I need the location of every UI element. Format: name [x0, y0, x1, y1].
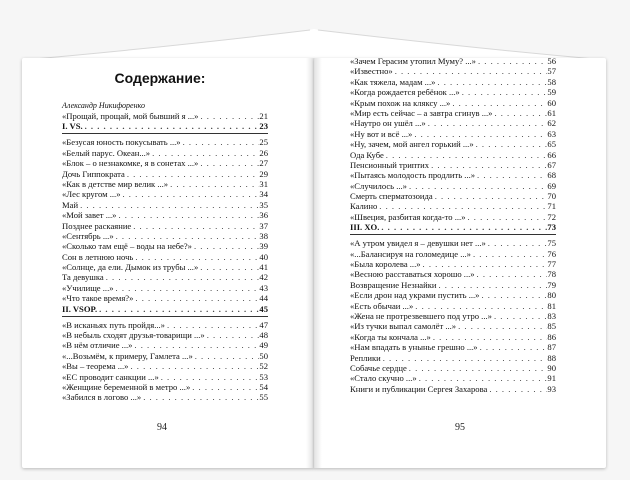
toc-entry-title: «Нам впадать в унынье грешно ...» [350, 342, 478, 353]
toc-entry [62, 200, 268, 210]
toc-entry-page: 42 [259, 272, 268, 283]
toc-entry-page: 66 [547, 149, 556, 160]
toc-section-heading [62, 121, 268, 132]
toc-entry-page: 59 [547, 87, 556, 98]
toc-entry-title: II. VSOP. [62, 303, 98, 314]
dot-leader [97, 304, 259, 315]
toc-entry [62, 330, 268, 340]
dot-leader [377, 201, 547, 211]
toc-entry-page: 60 [547, 97, 556, 108]
toc-entry-title: «ЕС проводит санкции ...» [62, 371, 159, 382]
toc-entry-page: 80 [547, 290, 556, 301]
toc-entry [62, 372, 268, 382]
toc-entry [62, 210, 268, 220]
toc-entry-page: 53 [259, 371, 268, 382]
toc-entry-page: 91 [547, 373, 556, 384]
toc-entry-title: «Ну, зачем, мой ангел горький ...» [350, 139, 474, 150]
toc-entry-title: Калино [350, 201, 378, 212]
dot-leader [114, 283, 260, 293]
toc-entry-page: 43 [259, 282, 268, 293]
toc-entry [350, 311, 556, 321]
toc-entry-title: «Наутро он ушёл ...» [350, 118, 426, 129]
toc-entry-page: 40 [259, 251, 268, 262]
toc-entry [62, 158, 268, 168]
toc-entry [350, 301, 556, 311]
toc-entry-page: 73 [547, 222, 556, 233]
toc-entry-page: 85 [547, 321, 556, 332]
toc-entry-page: 31 [259, 178, 268, 189]
dot-leader [114, 231, 260, 241]
dot-leader [476, 56, 547, 66]
toc-entry-page: 77 [547, 259, 556, 270]
toc-entry-title: «Весною расставаться хорошо ...» [350, 269, 475, 280]
toc-entry [62, 148, 268, 158]
toc-entry [350, 191, 556, 201]
toc-entry-page: 45 [259, 303, 268, 314]
toc-entry-title: «Швеция, разбитая когда-то ...» [350, 211, 466, 222]
toc-entry-title: Книги и публикации Сергея Захарова [350, 383, 488, 394]
toc-entry-page: 21 [259, 111, 268, 121]
toc-entry-title: «Зачем Герасим утопил Муму? ...» [350, 56, 476, 66]
toc-entry [350, 384, 556, 394]
toc-entry [350, 249, 556, 259]
dot-leader [429, 160, 547, 170]
toc-entry [350, 170, 556, 180]
toc-entry-title: Ода Кубе [350, 149, 384, 160]
dot-leader [198, 111, 259, 121]
toc-entry-page: 44 [259, 293, 268, 304]
toc-entry-page: 47 [259, 319, 268, 330]
toc-entry [350, 118, 556, 128]
dot-leader [479, 290, 547, 300]
toc-entry-page: 27 [259, 158, 268, 169]
toc-entry-title: «Стало скучно ...» [350, 373, 417, 384]
dot-leader [412, 129, 547, 139]
toc-entry-title: Реплики [350, 352, 381, 363]
toc-entry [62, 111, 268, 121]
toc-entry-title: Собачье сердце [350, 362, 407, 373]
toc-entry [62, 241, 268, 251]
dot-leader [192, 241, 259, 251]
toc-entry-title: Сон в летнюю ночь [62, 251, 134, 262]
toc-left-column [62, 86, 268, 403]
toc-entry-title: «В исканьях путь пройдя...» [62, 319, 165, 330]
toc-entry [62, 272, 268, 282]
toc-entry [350, 212, 556, 222]
dot-leader [393, 66, 548, 76]
toc-section-heading [350, 222, 556, 233]
dot-leader [133, 293, 259, 303]
toc-entry-page: 75 [547, 238, 556, 249]
toc-entry-title: «Известно» [350, 66, 393, 77]
toc-entry-title: «Случилось ...» [350, 180, 407, 191]
toc-list-left [62, 111, 268, 403]
toc-list-right [350, 56, 556, 394]
toc-entry-title: «Как тяжела, мадам ...» [350, 76, 436, 87]
dot-leader [421, 259, 548, 269]
toc-entry [350, 66, 556, 76]
toc-entry [62, 361, 268, 371]
toc-entry-title: «Когда ты кончала ...» [350, 331, 431, 342]
dot-leader [492, 311, 547, 321]
toc-entry [62, 189, 268, 199]
toc-entry-title: III. XO. [350, 222, 380, 233]
dot-leader [407, 181, 547, 191]
dot-leader [193, 351, 260, 361]
toc-entry-page: 38 [259, 230, 268, 241]
toc-entry-page: 34 [259, 189, 268, 200]
toc-entry-page: 72 [547, 211, 556, 222]
toc-entry-title: «Из тучки выпал самолёт ...» [350, 321, 457, 332]
toc-entry [350, 259, 556, 269]
toc-entry-page: 70 [547, 191, 556, 202]
dot-leader [141, 392, 259, 402]
toc-entry-page: 55 [259, 392, 268, 403]
dot-leader [426, 118, 548, 128]
toc-entry-page: 35 [259, 199, 268, 210]
toc-entry-title: «В небыль сходят друзья-товарищи ...» [62, 330, 205, 341]
dot-leader [83, 121, 260, 132]
toc-entry-title: «Забился в логово ...» [62, 392, 142, 403]
toc-entry-page: 54 [259, 381, 268, 392]
toc-entry [62, 340, 268, 350]
toc-entry-title: Май [62, 199, 79, 210]
toc-entry-title: «Если дрон над укрaми пустить ...» [350, 290, 480, 301]
dot-leader [456, 321, 547, 331]
toc-entry-page: 36 [259, 210, 268, 221]
dot-leader [150, 148, 259, 158]
dot-leader [78, 200, 259, 210]
dot-leader [450, 98, 547, 108]
toc-entry-title: «Крым похож на кляксу ...» [350, 97, 451, 108]
toc-entry-page: 69 [547, 180, 556, 191]
toc-entry-title: Смерть сперматозоида [350, 191, 433, 202]
toc-entry-page: 50 [259, 350, 268, 361]
toc-entry [62, 382, 268, 392]
toc-entry [350, 373, 556, 383]
toc-entry-title: «Мой завет ...» [62, 210, 117, 221]
section-rule [62, 316, 268, 317]
dot-leader [205, 330, 260, 340]
toc-entry-title: «А утром увидел я – девушки нет ...» [350, 238, 486, 249]
page-number-left: 94 [157, 422, 167, 433]
toc-entry-title: «В нём отличие ...» [62, 340, 133, 351]
dot-leader [131, 221, 259, 231]
toc-entry-title: «Вы – теорема ...» [62, 361, 129, 372]
dot-leader [133, 252, 259, 262]
toc-section-heading [62, 304, 268, 315]
toc-entry-page: 90 [547, 362, 556, 373]
dot-leader [104, 272, 260, 282]
dot-leader [121, 189, 260, 199]
toc-entry-title: «Училище ...» [62, 282, 114, 293]
toc-entry [350, 98, 556, 108]
toc-entry [350, 77, 556, 87]
toc-entry-title: «...Балансируя на голомедице ...» [350, 248, 471, 259]
toc-entry-title: «Как в детстве мир велик ...» [62, 178, 169, 189]
dot-leader [437, 280, 548, 290]
dot-leader [128, 361, 259, 371]
toc-entry-title: «Лес кругом ...» [62, 189, 121, 200]
dot-leader [190, 382, 259, 392]
dot-leader [486, 238, 548, 248]
page-number-right: 95 [455, 422, 465, 433]
dot-leader [379, 222, 547, 233]
toc-entry-page: 49 [259, 340, 268, 351]
toc-entry [350, 201, 556, 211]
dot-leader [407, 363, 548, 373]
dot-leader [384, 150, 548, 160]
toc-entry [350, 160, 556, 170]
toc-entry [350, 56, 556, 66]
toc-entry-page: 41 [259, 262, 268, 273]
toc-entry-title: «Жена не протрезвевшего под утро ...» [350, 310, 492, 321]
toc-entry [350, 108, 556, 118]
toc-entry [62, 392, 268, 402]
toc-entry-title: «Когда рождается ребёнок ...» [350, 87, 460, 98]
dot-leader [417, 373, 548, 383]
toc-entry [350, 280, 556, 290]
toc-entry-page: 62 [547, 118, 556, 129]
toc-entry-page: 68 [547, 170, 556, 181]
toc-entry-title: «Пытаясь молодость продлить ...» [350, 170, 476, 181]
toc-entry-title: «Ну вот и всё ...» [350, 128, 413, 139]
dot-leader [198, 158, 259, 168]
toc-entry-page: 78 [547, 269, 556, 280]
dot-leader [460, 87, 548, 97]
dot-leader [159, 372, 260, 382]
dot-leader [475, 269, 548, 279]
dot-leader [116, 210, 259, 220]
toc-entry-page: 87 [547, 342, 556, 353]
dot-leader [168, 179, 259, 189]
section-rule [350, 234, 556, 235]
toc-entry [62, 293, 268, 303]
toc-entry-page: 81 [547, 300, 556, 311]
toc-entry [350, 269, 556, 279]
toc-entry [350, 87, 556, 97]
toc-entry-title: «...Возьмём, к примеру, Гамлета ...» [62, 350, 193, 361]
toc-entry-page: 26 [259, 147, 268, 158]
dot-leader [125, 169, 260, 179]
dot-leader [474, 139, 548, 149]
toc-entry-page: 79 [547, 279, 556, 290]
toc-entry-title: «Женщине беременной в метро ...» [62, 381, 191, 392]
toc-entry-title: «Сколько там ещё – воды на небе?» [62, 241, 192, 252]
toc-entry-page: 71 [547, 201, 556, 212]
toc-entry-page: 86 [547, 331, 556, 342]
toc-right-column [350, 56, 556, 394]
dot-leader [413, 301, 547, 311]
dot-leader [471, 249, 547, 259]
toc-entry-title: «Безусая юность покусывать ...» [62, 137, 181, 148]
toc-entry [350, 181, 556, 191]
toc-entry [350, 363, 556, 373]
toc-entry-page: 93 [547, 383, 556, 394]
dot-leader [381, 353, 548, 363]
toc-entry [62, 262, 268, 272]
toc-entry-title: «Блок – о незнакомке, я в сонетах ...» [62, 158, 199, 169]
toc-entry [62, 221, 268, 231]
toc-entry-page: 23 [259, 121, 268, 132]
dot-leader [433, 191, 548, 201]
toc-entry [350, 321, 556, 331]
author-name: Александр Никифоренко [62, 101, 145, 110]
dot-leader [487, 384, 547, 394]
toc-entry [350, 238, 556, 248]
toc-entry-page: 39 [259, 241, 268, 252]
dot-leader [198, 262, 259, 272]
toc-entry-page: 58 [547, 76, 556, 87]
toc-entry [350, 150, 556, 160]
toc-entry-page: 57 [547, 66, 556, 77]
dot-leader [475, 170, 547, 180]
toc-entry [350, 290, 556, 300]
dot-leader [165, 320, 259, 330]
toc-entry-title: Возвращение Незнайки [350, 279, 437, 290]
section-rule [62, 133, 268, 134]
toc-entry [62, 169, 268, 179]
toc-entry [62, 231, 268, 241]
toc-entry-page: 63 [547, 128, 556, 139]
toc-entry [62, 283, 268, 293]
toc-entry-title: Дочь Гиппократа [62, 168, 125, 179]
toc-entry-title: «Есть обычаи ...» [350, 300, 414, 311]
dot-leader [478, 342, 548, 352]
dot-leader [132, 340, 259, 350]
toc-entry [62, 320, 268, 330]
toc-entry [350, 353, 556, 363]
toc-entry-title: Та девушка [62, 272, 104, 283]
toc-entry [350, 129, 556, 139]
toc-entry-page: 65 [547, 139, 556, 150]
dot-leader [466, 212, 548, 222]
toc-entry-page: 67 [547, 159, 556, 170]
toc-entry-page: 83 [547, 310, 556, 321]
toc-entry [350, 342, 556, 352]
toc-entry-page: 56 [547, 56, 556, 66]
toc-entry-title: «Прощай, прощай, мой бывший я ...» [62, 111, 199, 121]
toc-entry-page: 61 [547, 107, 556, 118]
toc-entry-page: 52 [259, 361, 268, 372]
toc-entry-title: «Сентябрь ...» [62, 230, 114, 241]
toc-entry-page: 76 [547, 248, 556, 259]
toc-entry [350, 332, 556, 342]
toc-entry-title: Пенсионный триптих [350, 159, 430, 170]
contents-heading: Содержание: [114, 70, 206, 86]
toc-entry [62, 179, 268, 189]
dot-leader [435, 77, 547, 87]
toc-entry [62, 351, 268, 361]
dot-leader [492, 108, 547, 118]
dot-leader [431, 332, 548, 342]
toc-entry-page: 37 [259, 220, 268, 231]
toc-entry-title: «Белый парус. Океан...» [62, 147, 151, 158]
toc-entry-page: 29 [259, 168, 268, 179]
toc-entry-title: «Солнце, да ели. Дымок из трубы ...» [62, 262, 199, 273]
toc-entry [62, 137, 268, 147]
dot-leader [181, 137, 260, 147]
toc-entry-title: Позднее раскаяние [62, 220, 132, 231]
toc-entry [350, 139, 556, 149]
toc-entry-page: 48 [259, 330, 268, 341]
toc-entry-title: «Что такое время?» [62, 293, 134, 304]
toc-entry-page: 25 [259, 137, 268, 148]
toc-entry-title: «Мир есть сейчас – а завтра сгинув ...» [350, 107, 493, 118]
toc-entry-title: «Была королева ...» [350, 259, 421, 270]
toc-entry-page: 88 [547, 352, 556, 363]
toc-entry [62, 252, 268, 262]
toc-entry-title: I. VS. [62, 121, 83, 132]
